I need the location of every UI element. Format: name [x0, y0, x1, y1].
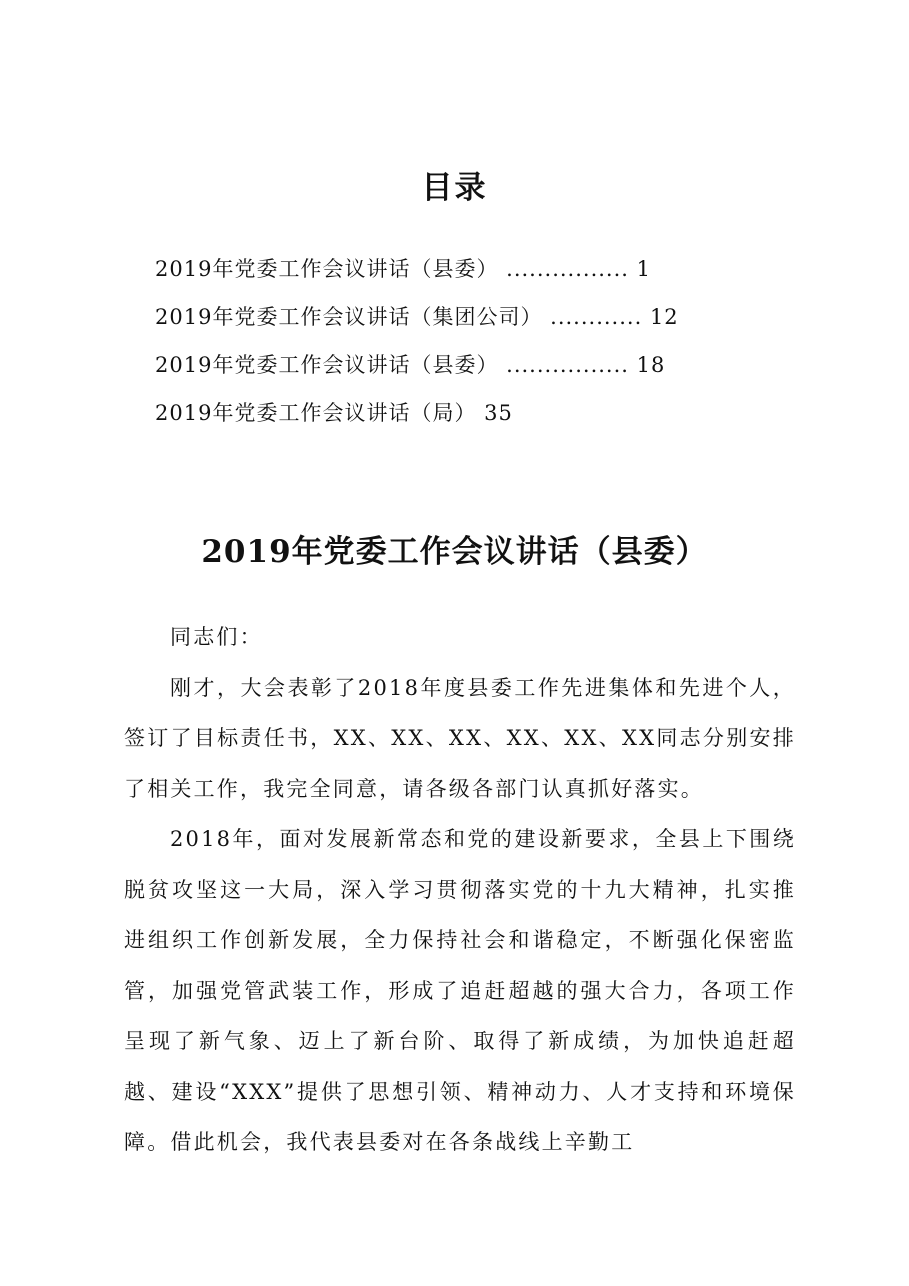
body-paragraph: 2018年，面对发展新常态和党的建设新要求，全县上下围绕脱贫攻坚这一大局，深入学习贯彻落实党的十九大精神，扎实推进组织工作创新发展，全力保持社会和谐稳定，不断强化保密监管，加强党管武装工作，形成了追赶超越的强大合力，各项工作呈现了新气象、迈上了新台阶、取得了新成绩，为加快追赶超越、建设“XXX”提供了思想引领、精神动力、人才支持和环境保障。借此机会，我代表县委对在各条战线上辛勤工	[124, 827, 796, 1154]
document-body	[124, 612, 796, 1168]
document-title: 2019年党委工作会议讲话（县委）	[201, 534, 708, 570]
toc-item-leader: ............	[550, 305, 643, 329]
toc-item-page: 18	[636, 353, 666, 377]
toc-item[interactable]	[155, 250, 765, 298]
toc-item-page: 1	[636, 257, 652, 281]
toc-item[interactable]	[155, 394, 765, 442]
toc-item-label: 2019年党委工作会议讲话（集团公司）	[155, 305, 543, 329]
toc-item-leader: ................	[506, 353, 629, 377]
toc-list	[155, 250, 765, 442]
toc-item-label: 2019年党委工作会议讲话（县委）	[155, 257, 499, 281]
toc-item-leader: ................	[506, 257, 629, 281]
body-paragraph: 刚才，大会表彰了2018年度县委工作先进集体和先进个人，签订了目标责任书，XX、XX、XX、XX、XX、XX同志分别安排了相关工作，我完全同意，请各级各部门认真抓好落实。	[124, 675, 796, 801]
toc-item-label: 2019年党委工作会议讲话（局）	[155, 401, 477, 425]
toc-title: 目录	[421, 170, 488, 206]
toc-item-page: 35	[484, 401, 513, 425]
toc-item-page: 12	[649, 305, 679, 329]
toc-item-label: 2019年党委工作会议讲话（县委）	[155, 353, 499, 377]
toc-item[interactable]	[155, 346, 765, 394]
toc-item[interactable]	[155, 298, 765, 346]
salutation: 同志们：	[170, 625, 263, 649]
